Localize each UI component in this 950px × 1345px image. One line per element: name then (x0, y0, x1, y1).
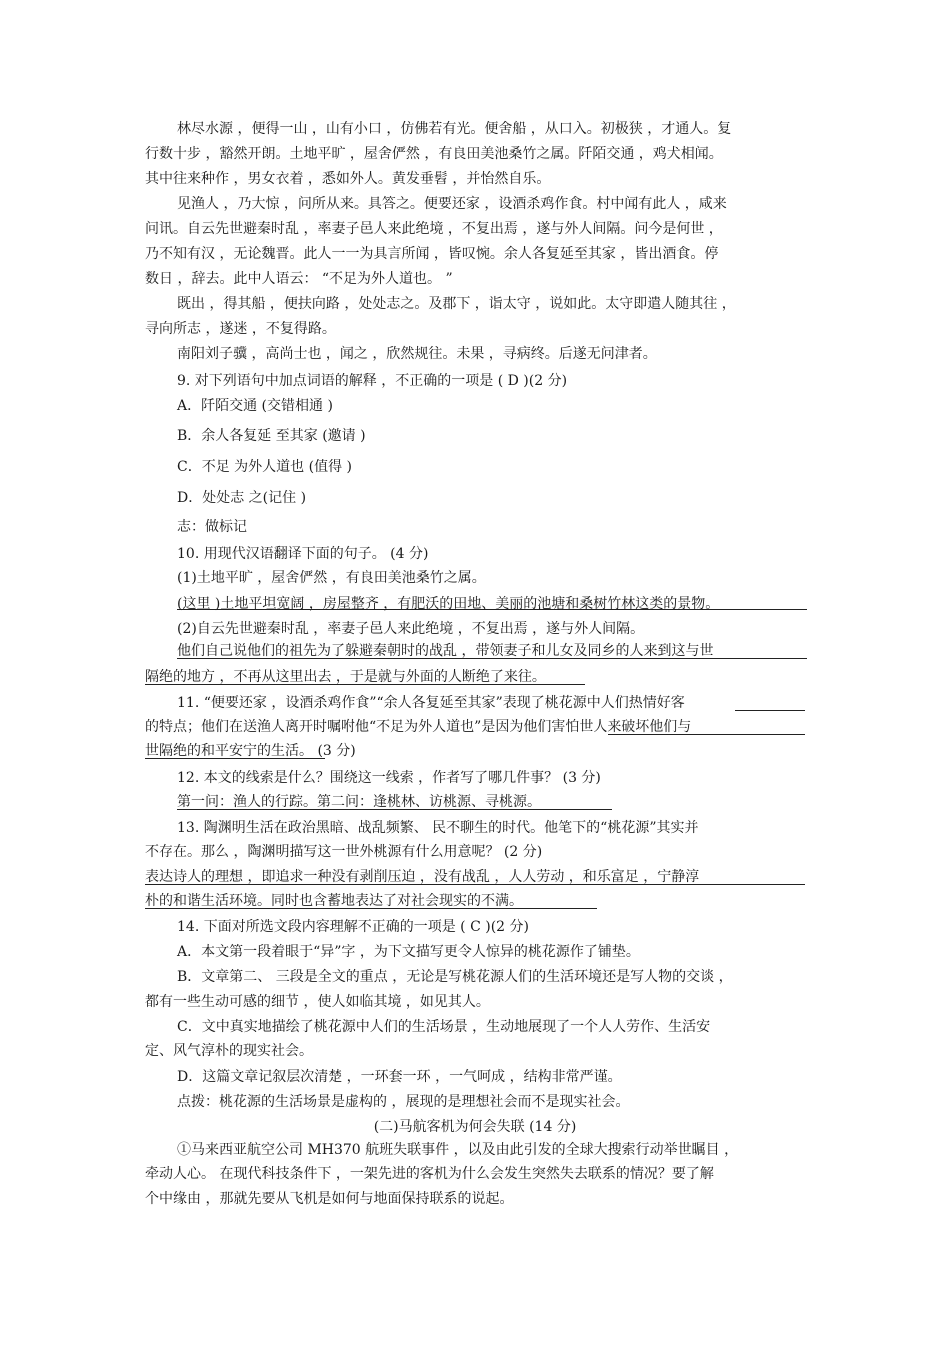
passage-line: 南阳刘子骥 ，高尚士也 ，闻之 ，欣然规往。未果 ，寻病终。后遂无问津者。 (177, 346, 657, 362)
question-14-tip: 点拨：桃花源的生活场景是虚构的 ，展现的是理想社会而不是现实社会。 (177, 1094, 630, 1110)
question-12-stem: 12. 本文的线索是什么？围绕这一线索 ，作者写了哪几件事？ (3 分) (177, 770, 601, 786)
question-9-option-d: D．处处志 之(记住 ) (177, 490, 307, 506)
question-9-note: 志：做标记 (177, 519, 247, 535)
passage-line: 既出 ，得其船 ，便扶向路 ，处处志之。及郡下 ，诣太守 ，说如此。太守即遣人随其往 ， (177, 296, 736, 312)
question-10-sentence-1: (1)土地平旷 ，屋舍俨然 ，有良田美池桑竹之属。 (177, 570, 486, 586)
question-13-answer-2: 朴的和谐生活环境。同时也含蓄地表达了对社会现实的不满。 (145, 893, 523, 909)
passage-line: 乃不知有汉 ，无论魏晋。此人一一为具言所闻 ，皆叹惋。余人各复延至其家 ，皆出酒食。停 (145, 246, 719, 262)
answer-underline (735, 710, 805, 711)
question-14-option-c-2: 定、风气淳朴的现实社会。 (145, 1043, 313, 1059)
passage-line: 见渔人 ，乃大惊 ，问所从来。具答之。便要还家 ，设酒杀鸡作食。村中闻有此人 ，咸来 (177, 196, 727, 212)
passage-line: 林尽水源 ，便得一山 ，山有小口 ，仿佛若有光。便舍船 ，从口入。初极狭 ，才通人。复 (177, 121, 732, 137)
question-10-stem: 10. 用现代汉语翻译下面的句子。 (4 分) (177, 546, 429, 562)
answer-underline (177, 609, 807, 610)
answer-underline (177, 809, 612, 810)
question-14-stem: 14. 下面对所选文段内容理解不正确的一项是 ( C )(2 分) (177, 919, 529, 935)
passage-line: 数日 ，辞去。此中人语云： “不足为外人道也。 ” (145, 271, 453, 287)
question-13-answer-1: 表达诗人的理想 ，即追求一种没有剥削压迫 ，没有战乱 ，人人劳动 ，和乐富足 ，宁静淳 (145, 869, 700, 885)
question-14-option-d: D．这篇文章记叙层次清楚 ，一环套一环 ，一气呵成 ，结构非常严谨。 (177, 1069, 622, 1085)
answer-underline (145, 758, 325, 759)
section-2-paragraph-line: ①马来西亚航空公司 MH370 航班失联事件 ，以及由此引发的全球大搜索行动举世瞩目 ， (177, 1142, 739, 1158)
question-10-answer-1: (这里 )土地平坦宽阔 ，房屋整齐 ，有肥沃的田地、美丽的池塘和桑树竹林这类的景物。 (177, 596, 720, 612)
question-14-option-b-1: B．文章第二、 三段是全文的重点 ，无论是写桃花源人们的生活环境还是写人物的交谈 ， (177, 969, 733, 985)
passage-line: 问讯。自云先世避秦时乱 ，率妻子邑人来此绝境 ，不复出焉 ，遂与外人间隔。问今是何世 ， (145, 221, 723, 237)
question-14-option-c-1: C．文中真实地描绘了桃花源中人们的生活场景 ，生动地展现了一个人人劳作、生活安 (177, 1019, 711, 1035)
question-9-option-c: C．不足 为外人道也 (值得 ) (177, 459, 352, 475)
question-10-answer-2b: 隔绝的地方 ，不再从这里出去 ，于是就与外面的人断绝了来往。 (145, 669, 546, 685)
answer-underline (177, 658, 807, 659)
question-11-line-3: 世隔绝的和平安宁的生活。 (3 分) (145, 743, 356, 759)
passage-line: 行数十步 ，豁然开朗。土地平旷 ，屋舍俨然 ，有良田美池桑竹之属。阡陌交通 ，鸡犬相闻。 (145, 146, 723, 162)
answer-underline (608, 734, 805, 735)
question-9-option-a: A．阡陌交通 (交错相通 ) (177, 398, 333, 414)
question-14-option-a: A．本文第一段着眼于“异”字 ，为下文描写更令人惊异的桃花源作了铺垫。 (177, 944, 640, 960)
passage-line: 寻向所志 ，遂迷 ，不复得路。 (145, 321, 336, 337)
question-11-line-2: 的特点；他们在送渔人离开时嘱咐他“不足为外人道也”是因为他们害怕世人来破坏他们与 (145, 719, 692, 735)
question-9-stem: 9. 对下列语句中加点词语的解释 ，不正确的一项是 ( D )(2 分) (177, 373, 568, 389)
answer-underline (145, 908, 597, 909)
section-2-paragraph-line: 个中缘由 ，那就先要从飞机是如何与地面保持联系的说起。 (145, 1191, 514, 1207)
answer-underline (145, 884, 805, 885)
question-11-line-1: 11. “便要还家 ，设酒杀鸡作食”“余人各复延至其家”表现了桃花源中人们热情好客 (177, 695, 685, 711)
section-2-title: (二)马航客机为何会失联 (14 分) (373, 1119, 577, 1135)
question-10-answer-2a: 他们自己说他们的祖先为了躲避秦朝时的战乱 ，带领妻子和儿女及同乡的人来到这与世 (177, 643, 714, 659)
question-13-line-2: 不存在。那么 ，陶渊明描写这一世外桃源有什么用意呢？ (2 分) (145, 844, 543, 860)
question-9-option-b: B．余人各复延 至其家 (邀请 ) (177, 428, 366, 444)
section-2-paragraph-line: 牵动人心。 在现代科技条件下 ，一架先进的客机为什么会发生突然失去联系的情况？要了解 (145, 1166, 714, 1182)
passage-line: 其中往来种作 ，男女衣着 ，悉如外人。黄发垂髫 ，并怡然自乐。 (145, 171, 551, 187)
question-12-answer: 第一问：渔人的行踪。第二问：逢桃林、访桃源、寻桃源。 (177, 794, 541, 810)
answer-underline (145, 684, 585, 685)
question-10-sentence-2: (2)自云先世避秦时乱 ，率妻子邑人来此绝境 ，不复出焉 ，遂与外人间隔。 (177, 621, 645, 637)
question-14-option-b-2: 都有一些生动可感的细节 ，使人如临其境 ，如见其人。 (145, 994, 490, 1010)
question-13-line-1: 13. 陶渊明生活在政治黑暗、战乱频繁、 民不聊生的时代。他笔下的“桃花源”其实并 (177, 820, 699, 836)
